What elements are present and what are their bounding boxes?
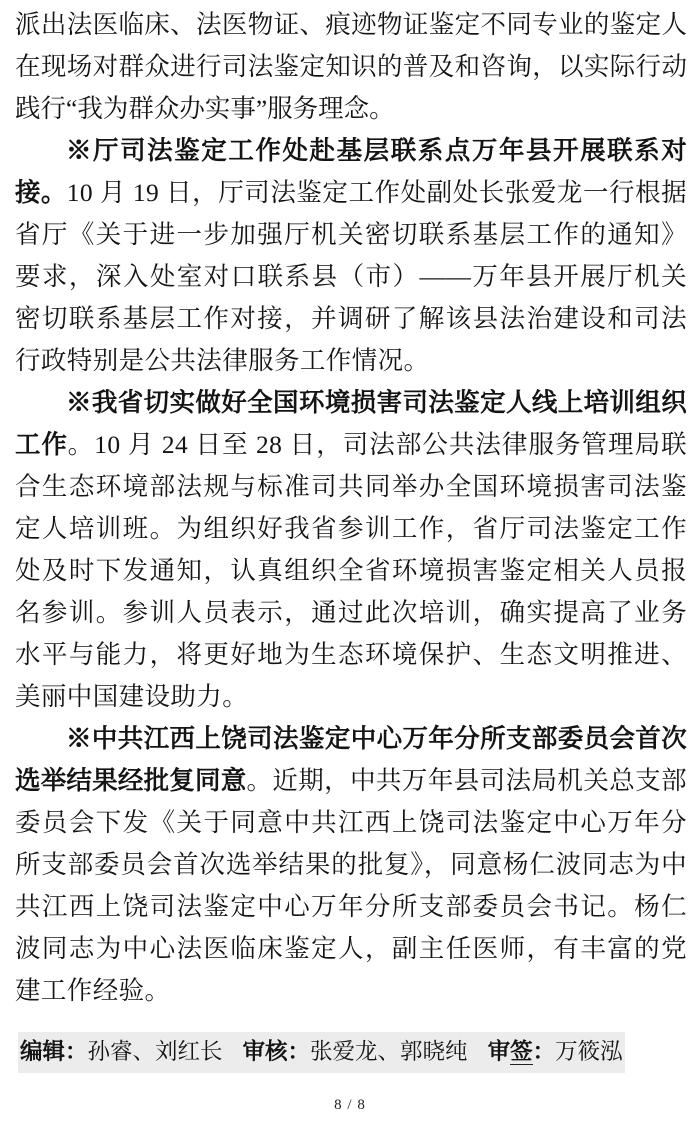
article-body — [15, 4, 687, 1012]
editor-names: 孙睿、刘红长 — [87, 1039, 223, 1064]
paragraph-3 — [15, 382, 687, 718]
paragraph-3-text: 。10 月 24 日至 28 日，司法部公共法律服务管理局联合生态环境部法规与标准司共同举办全国环境损害司法鉴定人培训班。为组织好我省参训工作，省厅司法鉴定工作处及时下发通知，认真组织全省环境损害鉴定相关人员报名参训。参训人员表示，通过此次培训，确实提高了业务水平与能力，将更好地为生态环境保护、生态文明推进、美丽中国建设助力。 — [15, 430, 687, 711]
approver-label-colon: ： — [532, 1039, 556, 1064]
paragraph-3-heading: ※我省切实做好全国环境损害司法鉴定人线上培训组织工作 — [15, 388, 687, 459]
credits-bar — [18, 1032, 682, 1073]
credits-highlight — [18, 1032, 625, 1073]
approver-label-char-2: 签 — [510, 1039, 533, 1064]
reviewer-names: 张爱龙、郭晓纯 — [310, 1039, 468, 1064]
paragraph-1: 派出法医临床、法医物证、痕迹物证鉴定不同专业的鉴定人在现场对群众进行司法鉴定知识的普及和咨询，以实际行动践行“我为群众办实事”服务理念。 — [15, 10, 687, 123]
approver-names: 万筱泓 — [555, 1039, 623, 1064]
paragraph-2 — [15, 130, 687, 382]
approver-label — [488, 1039, 556, 1065]
paragraph-4 — [15, 718, 687, 1012]
paragraph-2-heading: ※厅司法鉴定工作处赴基层联系点万年县开展联系对接。 — [15, 136, 687, 207]
paragraph-4-text: 。近期，中共万年县司法局机关总支部委员会下发《关于同意中共江西上饶司法鉴定中心万年分所支部委员会首次选举结果的批复》，同意杨仁波同志为中共江西上饶司法鉴定中心万年分所支部委员会书记。杨仁波同志为中心法医临床鉴定人，副主任医师，有丰富的党建工作经验。 — [15, 766, 687, 1005]
page-number: 8 / 8 — [334, 1097, 366, 1113]
paragraph-4-heading: ※中共江西上饶司法鉴定中心万年分所支部委员会首次选举结果经批复同意 — [15, 724, 687, 795]
reviewer-label: 审核： — [242, 1039, 311, 1064]
paragraph-2-text: 10 月 19 日，厅司法鉴定工作处副处长张爱龙一行根据省厅《关于进一步加强厅机关密切联系基层工作的通知》要求，深入处室对口联系县（市）——万年县开展厅机关密切联系基层工作对接，并调研了解该县法治建设和司法行政特别是公共法律服务工作情况。 — [15, 178, 687, 375]
editor-label: 编辑： — [20, 1039, 88, 1064]
approver-label-char-1: 审 — [487, 1039, 511, 1064]
